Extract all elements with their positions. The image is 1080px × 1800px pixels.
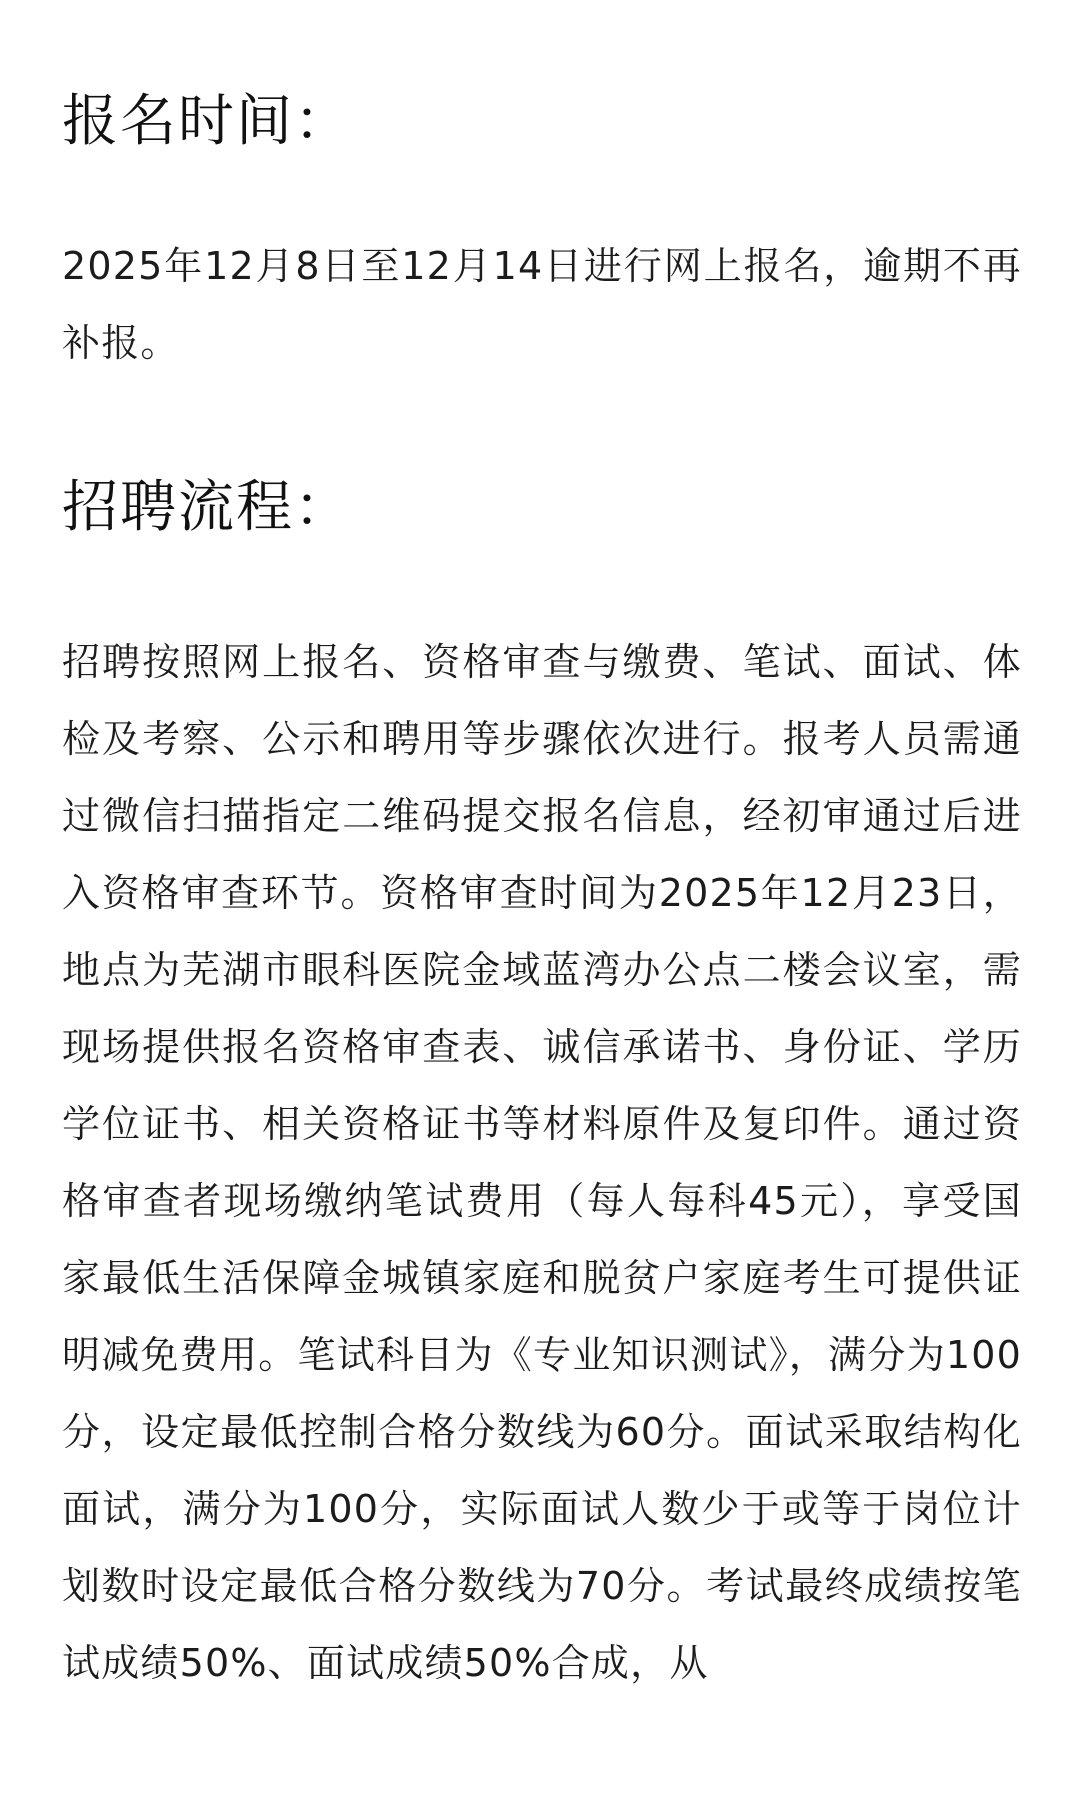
registration-time-text: 2025年12月8日至12月14日进行网上报名，逾期不再补报。: [62, 244, 1022, 365]
recruitment-process-section: [62, 462, 1022, 1702]
registration-time-heading: 报名时间：: [62, 89, 352, 154]
recruitment-process-heading: 招聘流程：: [62, 475, 352, 540]
registration-time-section: [62, 76, 1022, 382]
recruitment-process-text: 招聘按照网上报名、资格审查与缴费、笔试、面试、体检及考察、公示和聘用等步骤依次进行。报考人员需通过微信扫描指定二维码提交报名信息，经初审通过后进入资格审查环节。资格审查时间为2025年12月23日，地点为芜湖市眼科医院金域蓝湾办公点二楼会议室，需现场提供报名资格审查表、诚信承诺书、身份证、学历学位证书、相关资格证书等材料原件及复印件。通过资格审查者现场缴纳笔试费用（每人每科45元），享受国家最低生活保障金城镇家庭和脱贫户家庭考生可提供证明减免费用。笔试科目为《专业知识测试》，满分为100分，设定最低控制合格分数线为60分。面试采取结构化面试，满分为100分，实际面试人数少于或等于岗位计划数时设定最低合格分数线为70分。考试最终成绩按笔试成绩50%、面试成绩50%合成，从: [62, 640, 1022, 1685]
